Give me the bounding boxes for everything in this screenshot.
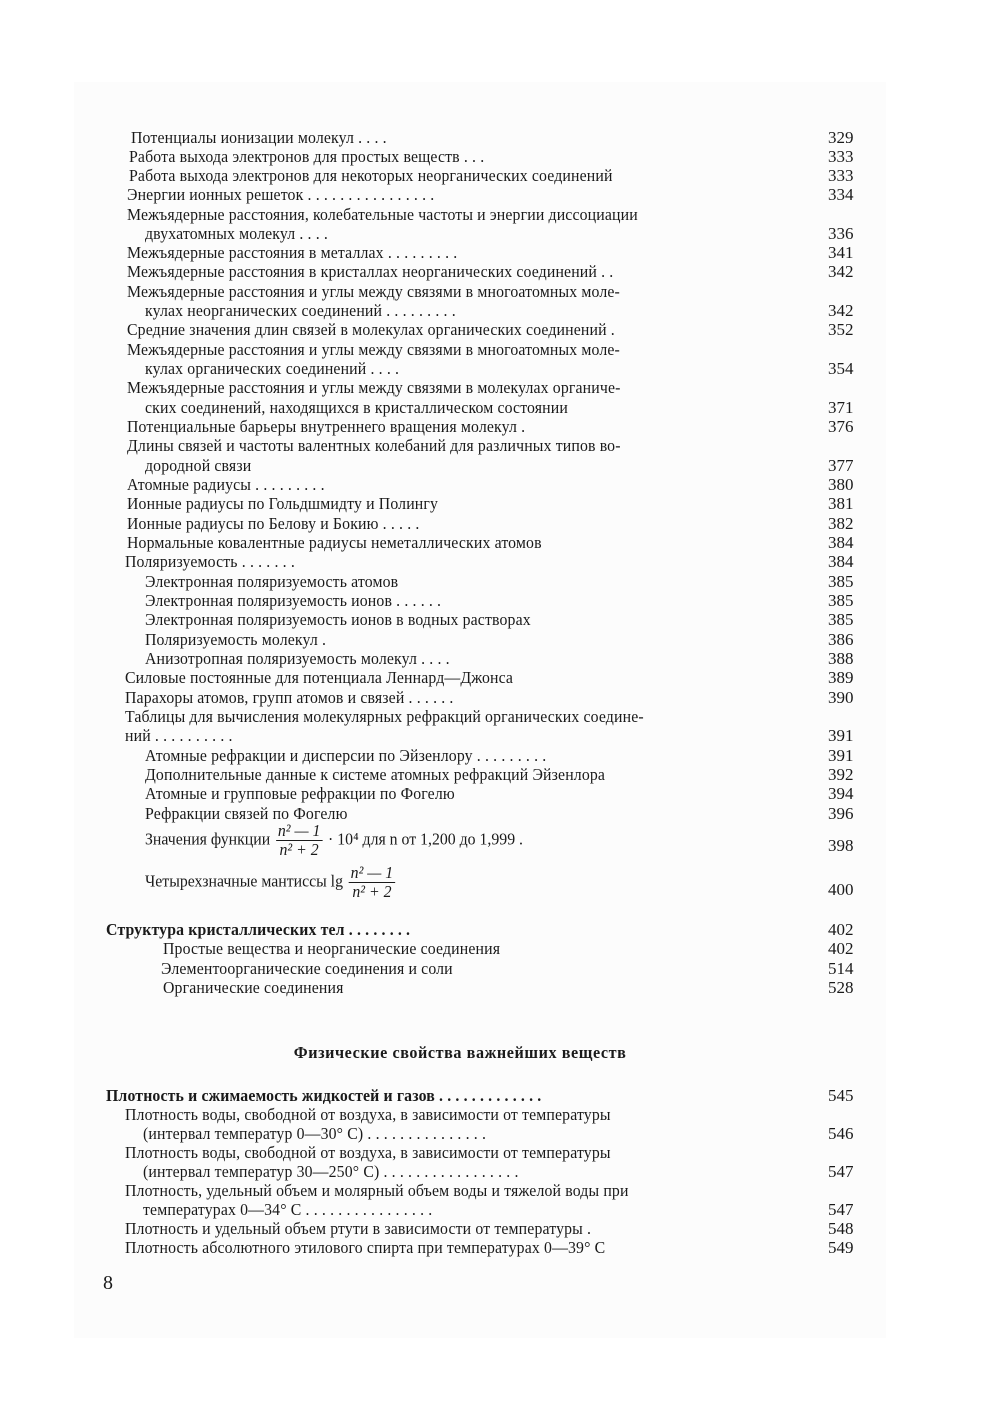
toc-entry-title: ний . . . . . . . . . . — [125, 726, 233, 745]
toc-entry — [0, 533, 1000, 553]
toc-entry — [0, 147, 1000, 167]
toc-entry — [0, 436, 1000, 456]
toc-entry — [0, 1162, 1000, 1182]
toc-entry-title: Простые вещества и неорганические соединения — [163, 939, 501, 958]
toc-entry-title: Энергии ионных решеток . . . . . . . . . . . . . . . . — [127, 185, 435, 204]
toc-entry-page: 547 — [828, 1162, 854, 1181]
toc-entry — [0, 475, 1000, 495]
toc-formula-entry — [0, 822, 1000, 870]
toc-entry-title: Ионные радиусы по Белову и Бокию . . . . . — [127, 514, 420, 533]
toc-entry-page: 547 — [828, 1200, 854, 1219]
fraction — [349, 864, 395, 901]
toc-entry — [0, 301, 1000, 321]
toc-entry-page: 402 — [828, 920, 854, 939]
section-heading: Физические свойства важнейших веществ — [293, 1043, 627, 1062]
toc-entry — [0, 1200, 1000, 1220]
toc-entry-title: Межъядерные расстояния, колебательные частоты и энергии диссоциации — [127, 205, 638, 224]
toc-entry-title: двухатомных молекул . . . . — [145, 224, 328, 243]
toc-entry — [0, 688, 1000, 708]
toc-entry-title: Электронная поляризуемость ионов . . . . . . — [145, 591, 442, 610]
toc-entry-title: Силовые постоянные для потенциала Леннард—Джонса — [125, 668, 514, 687]
fraction — [276, 822, 322, 859]
toc-entry-page: 392 — [828, 765, 854, 784]
toc-entry-page: 389 — [828, 668, 854, 687]
toc-entry-title: Плотность абсолютного этилового спирта при температурах 0—39° С — [125, 1238, 606, 1257]
toc-entry-page: 385 — [828, 610, 854, 629]
toc-entry — [0, 978, 1000, 998]
toc-entry — [0, 243, 1000, 263]
toc-entry-page: 329 — [828, 128, 854, 147]
toc-entry-title: Рефракции связей по Фогелю — [145, 804, 348, 823]
toc-entry — [0, 262, 1000, 282]
toc-entry-page: 402 — [828, 939, 854, 958]
toc-entry — [0, 649, 1000, 669]
toc-entry-page: 391 — [828, 746, 854, 765]
toc-entry — [0, 359, 1000, 379]
toc-entry-title: Межъядерные расстояния и углы между связями в молекулах органиче- — [127, 378, 621, 397]
toc-entry-page: 333 — [828, 166, 854, 185]
fraction-numerator: n² — 1 — [350, 863, 394, 882]
toc-entry-page: 386 — [828, 630, 854, 649]
toc-entry-title: Атомные радиусы . . . . . . . . . — [127, 475, 325, 494]
toc-entry — [0, 668, 1000, 688]
toc-entry — [0, 282, 1000, 302]
toc-entry-page: 384 — [828, 552, 854, 571]
toc-formula-entry — [0, 864, 1000, 912]
toc-entry-page: 336 — [828, 224, 854, 243]
toc-entry — [0, 939, 1000, 959]
toc-entry — [0, 456, 1000, 476]
toc-entry — [0, 726, 1000, 746]
toc-entry-page: 380 — [828, 475, 854, 494]
toc-entry — [0, 746, 1000, 766]
toc-entry-page: 385 — [828, 591, 854, 610]
toc-entry — [0, 320, 1000, 340]
toc-entry-title: кулах неорганических соединений . . . . . . . . . — [145, 301, 456, 320]
fraction-denominator: n² + 2 — [352, 882, 392, 901]
toc-entry-page: 390 — [828, 688, 854, 707]
toc-entry — [0, 572, 1000, 592]
toc-entry-title: Поляризуемость молекул . — [145, 630, 327, 649]
toc-entry-title: Потенциалы ионизации молекул . . . . — [131, 128, 387, 147]
toc-entry-title: Длины связей и частоты валентных колебаний для различных типов во- — [127, 436, 621, 455]
toc-entry — [0, 552, 1000, 572]
toc-entry-title: Органические соединения — [163, 978, 344, 997]
toc-entry-title: Атомные и групповые рефракции по Фогелю — [145, 784, 455, 803]
toc-entry — [0, 166, 1000, 186]
toc-entry — [0, 804, 1000, 824]
toc-section-entry — [0, 920, 1000, 940]
toc-entry-page: 546 — [828, 1124, 854, 1143]
toc-entry — [0, 224, 1000, 244]
toc-entry-page: 549 — [828, 1238, 854, 1257]
toc-entry-page: 382 — [828, 514, 854, 533]
toc-entry — [0, 630, 1000, 650]
toc-entry-page: 385 — [828, 572, 854, 591]
toc-entry — [0, 417, 1000, 437]
toc-entry-title: (интервал температур 0—30° С) . . . . . . . . . . . . . . . — [143, 1124, 487, 1143]
toc-entry-title: температурах 0—34° С . . . . . . . . . . . . . . . . — [143, 1200, 433, 1219]
toc-entry-page: 381 — [828, 494, 854, 513]
toc-entry-page: 352 — [828, 320, 854, 339]
toc-entry-page: 398 — [828, 836, 854, 855]
formula-prefix: Четырехзначные мантиссы lg — [145, 871, 343, 891]
toc-entry-title: Атомные рефракции и дисперсии по Эйзенлору . . . . . . . . . — [145, 746, 547, 765]
toc-entry — [0, 1219, 1000, 1239]
toc-entry — [0, 494, 1000, 514]
page-number: 8 — [103, 1272, 113, 1294]
toc-entry — [0, 205, 1000, 225]
toc-entry-page: 342 — [828, 301, 854, 320]
toc-entry — [0, 514, 1000, 534]
toc-entry-title: Плотность и сжимаемость жидкостей и газов . . . . . . . . . . . . . — [106, 1086, 542, 1105]
toc-entry-title: Таблицы для вычисления молекулярных рефракций органических соедине- — [125, 707, 644, 726]
toc-entry — [0, 378, 1000, 398]
toc-entry-title: Поляризуемость . . . . . . . — [125, 552, 295, 571]
toc-entry-page: 376 — [828, 417, 854, 436]
formula-suffix: · 10⁴ для n от 1,200 до 1,999 . — [328, 829, 524, 849]
toc-entry-title: Парахоры атомов, групп атомов и связей . . . . . . — [125, 688, 454, 707]
toc-entry — [0, 959, 1000, 979]
toc-entry — [0, 1105, 1000, 1125]
toc-entry-title: Электронная поляризуемость ионов в водных растворах — [145, 610, 531, 629]
toc-entry-page: 548 — [828, 1219, 854, 1238]
toc-entry-title: Межъядерные расстояния в кристаллах неорганических соединений . . — [127, 262, 614, 281]
toc-entry-title: Плотность и удельный объем ртути в зависимости от температуры . — [125, 1219, 592, 1238]
toc-entry-title: Плотность воды, свободной от воздуха, в зависимости от температуры — [125, 1143, 611, 1162]
toc-entry-title: Межъядерные расстояния и углы между связями в многоатомных моле- — [127, 340, 620, 359]
toc-entry — [0, 1124, 1000, 1144]
toc-entry-page: 333 — [828, 147, 854, 166]
toc-entry — [0, 1143, 1000, 1163]
formula-prefix: Значения функции — [145, 829, 271, 849]
fraction-denominator: n² + 2 — [279, 840, 319, 859]
toc-entry — [0, 707, 1000, 727]
toc-entry-title: Плотность воды, свободной от воздуха, в зависимости от температуры — [125, 1105, 611, 1124]
toc-entry-page: 394 — [828, 784, 854, 803]
toc-entry-page: 545 — [828, 1086, 854, 1105]
toc-entry-title: дородной связи — [145, 456, 252, 475]
toc-entry-title: Средние значения длин связей в молекулах органических соединений . — [127, 320, 615, 339]
toc-entry-page: 342 — [828, 262, 854, 281]
toc-entry-title: Электронная поляризуемость атомов — [145, 572, 399, 591]
toc-entry-title: Структура кристаллических тел . . . . . . . . — [106, 920, 411, 939]
toc-entry — [0, 1181, 1000, 1201]
toc-entry-title: (интервал температур 30—250° С) . . . . . . . . . . . . . . . . . — [143, 1162, 519, 1181]
toc-entry-page: 396 — [828, 804, 854, 823]
toc-entry-page: 384 — [828, 533, 854, 552]
toc-entry — [0, 784, 1000, 804]
toc-entry-page: 371 — [828, 398, 854, 417]
toc-entry-page: 334 — [828, 185, 854, 204]
toc-entry-title: Межъядерные расстояния в металлах . . . . . . . . . — [127, 243, 458, 262]
toc-entry-title: Межъядерные расстояния и углы между связями в многоатомных моле- — [127, 282, 620, 301]
toc-entry-page: 528 — [828, 978, 854, 997]
toc-entry — [0, 340, 1000, 360]
toc-entry — [0, 185, 1000, 205]
toc-entry-page: 341 — [828, 243, 854, 262]
toc-entry — [0, 591, 1000, 611]
toc-entry-page: 514 — [828, 959, 854, 978]
toc-entry-title: ских соединений, находящихся в кристаллическом состоянии — [145, 398, 568, 417]
toc-entry — [0, 398, 1000, 418]
toc-entry-title: Работа выхода электронов для простых веществ . . . — [129, 147, 485, 166]
toc-entry-title: Работа выхода электронов для некоторых неорганических соединений — [129, 166, 613, 185]
toc-entry-title: Дополнительные данные к системе атомных рефракций Эйзенлора — [145, 765, 606, 784]
toc-entry-title: Анизотропная поляризуемость молекул . . . . — [145, 649, 450, 668]
fraction-numerator: n² — 1 — [277, 821, 321, 840]
toc-entry-title: Плотность, удельный объем и молярный объем воды и тяжелой воды при — [125, 1181, 629, 1200]
toc-entry-page: 400 — [828, 880, 854, 899]
toc-entry-page: 391 — [828, 726, 854, 745]
toc-section-entry — [0, 1086, 1000, 1106]
toc-entry-page: 377 — [828, 456, 854, 475]
toc-entry-title: Элементоорганические соединения и соли — [161, 959, 453, 978]
toc-entry — [0, 765, 1000, 785]
toc-entry-page: 388 — [828, 649, 854, 668]
toc-entry-title: Ионные радиусы по Гольдшмидту и Полингу — [127, 494, 439, 513]
toc-entry-title: кулах органических соединений . . . . — [145, 359, 400, 378]
toc-entry-title: Потенциальные барьеры внутреннего вращения молекул . — [127, 417, 526, 436]
toc-entry-title: Нормальные ковалентные радиусы неметаллических атомов — [127, 533, 542, 552]
toc-entry — [0, 128, 1000, 148]
toc-entry-page: 354 — [828, 359, 854, 378]
toc-entry — [0, 610, 1000, 630]
toc-entry — [0, 1238, 1000, 1258]
